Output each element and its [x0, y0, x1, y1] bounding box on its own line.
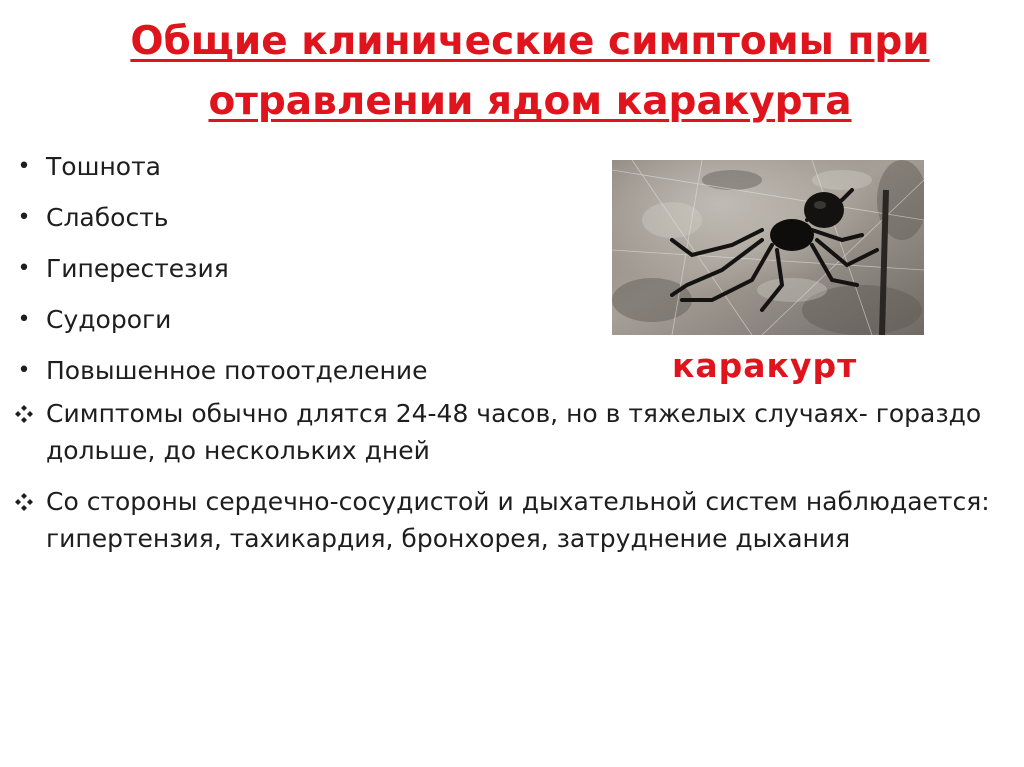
spider-photo-image: [612, 160, 924, 335]
four-diamond-bullet-icon: [14, 492, 34, 512]
title-line-2: отравлении ядом каракурта: [208, 79, 852, 124]
spider-photo: [612, 160, 924, 335]
bullet-icon: •: [17, 205, 31, 230]
list-item-text: Гиперестезия: [46, 254, 229, 283]
list-item-text: Симптомы обычно длятся 24-48 часов, но в тяжелых случаях- гораздо дольше, до нескольких дней: [46, 399, 982, 465]
slide-title: [60, 12, 1000, 132]
list-item: [12, 395, 1002, 469]
bullet-icon: •: [17, 154, 31, 179]
bullet-icon: •: [17, 358, 31, 383]
four-diamond-bullet-icon: [14, 404, 34, 424]
list-item: [12, 483, 1002, 557]
bullet-icon: •: [17, 307, 31, 332]
bullet-icon: •: [17, 256, 31, 281]
title-line-1: Общие клинические симптомы при: [130, 19, 930, 64]
image-caption: каракурт: [672, 346, 858, 385]
list-item-text: Слабость: [46, 203, 169, 232]
list-item-text: Судороги: [46, 305, 172, 334]
list-item-text: Повышенное потоотделение: [46, 356, 428, 385]
list-item-text: Тошнота: [46, 152, 161, 181]
list-item-text: Со стороны сердечно-сосудистой и дыхательной систем наблюдается: гипертензия, тахикардия, бронхорея, затруднение дыхания: [46, 487, 990, 553]
